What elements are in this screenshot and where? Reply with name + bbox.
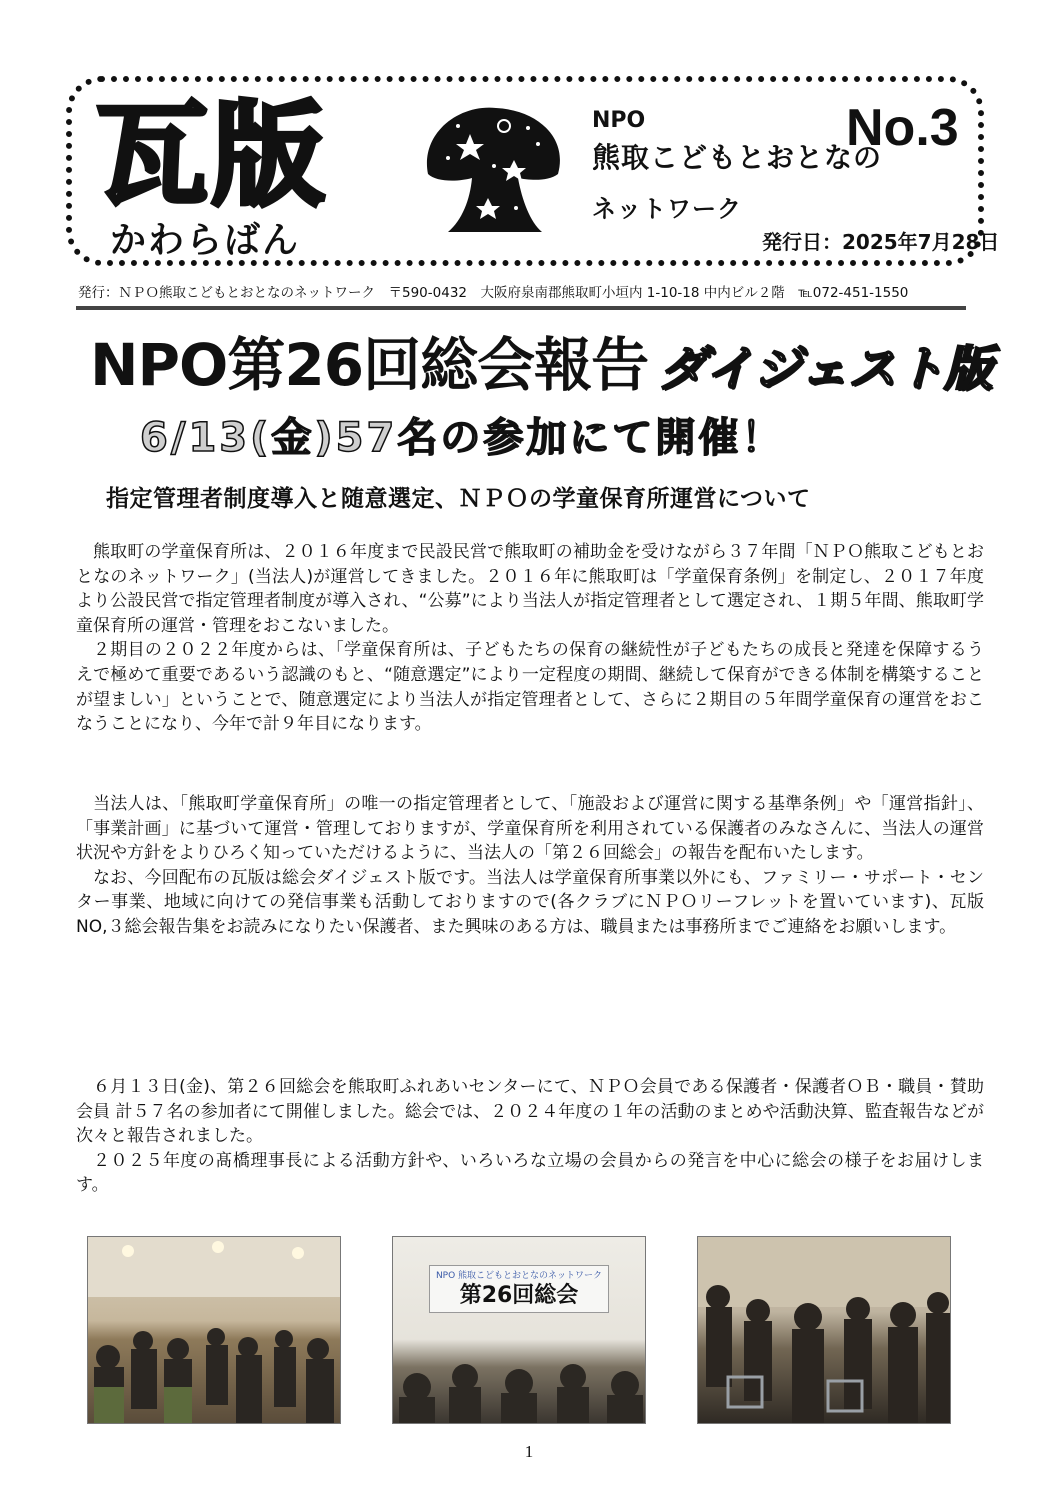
mushroom-star-logo-icon — [418, 104, 570, 236]
banner-title-text: 第26回総会 — [459, 1283, 579, 1308]
body-block-meeting — [76, 1075, 984, 1198]
photo-seated-members-illustration — [698, 1237, 951, 1424]
org-name-line1: 熊取こどもとおとなの — [592, 141, 883, 174]
issue-date: 発行日：2025年7月28日 — [762, 230, 1000, 254]
headline-title-main: NPO第26回総会報告 — [90, 331, 649, 399]
headline-subtitle: 6/13(金)57名の参加にて開催！ — [140, 415, 785, 461]
org-name-line2: ネットワーク — [592, 195, 742, 223]
paragraph: 熊取町の学童保育所は、２０１６年度まで民設民営で熊取町の補助金を受けながら３７年間「ＮＰＯ熊取こどもとおとなのネットワーク」(当法人)が運営してきました。２０１６年に熊取町は「学童保育条例」を制定し、２０１７年度より公設民営で指定管理者制度が導入され、“公募”により当法人が指定管理者として選定され、１期５年間、熊取町学童保育所の運営・管理をおこないました。 — [76, 542, 984, 636]
paragraph: ２期目の２０２２年度からは、「学童保育所は、子どもたちの保育の継続性が子どもたちの成長と発達を保障するうえで極めて重要であるいう認識のもと、“随意選定”により一定程度の期間、継続して保育ができる体制を構築することが望ましい」ということで、随意選定により当法人が指定管理者として、さらに２期目の５年間学童保育の運営をおこなうことになり、今年で計９年目になります。 — [76, 640, 984, 735]
masthead-logo-text: 瓦版 — [96, 91, 328, 221]
section-heading: 指定管理者制度導入と随意選定、ＮＰＯの学童保育所運営について — [106, 486, 811, 512]
photo-meeting-hall-illustration — [88, 1237, 341, 1424]
divider — [76, 306, 966, 310]
photo-meeting-hall — [87, 1236, 341, 1424]
photo-meeting-banner — [392, 1236, 646, 1424]
masthead-logo-kana: かわらばん — [110, 220, 301, 261]
publisher-line: 発行：ＮＰＯ熊取こどもとおとなのネットワーク 〒590-0432 大阪府泉南郡熊取町小垣内 1-10-18 中内ビル２階 ℡072-451-1550 — [78, 285, 909, 301]
headline-title-suffix: ダイジェスト版 — [658, 341, 993, 397]
photo-seated-members — [697, 1236, 951, 1424]
paragraph: ２０２５年度の髙橋理事長による活動方針や、いろいろな立場の会員からの発言を中心に総会の様子をお届けします。 — [76, 1150, 984, 1196]
page-number: 1 — [524, 1442, 534, 1461]
masthead-logo — [96, 92, 396, 220]
body-block-notice — [76, 792, 984, 940]
headline-title — [90, 328, 993, 402]
paragraph: 当法人は、「熊取町学童保育所」の唯一の指定管理者として、「施設および運営に関する基準条例」や「運営指針」、「事業計画」に基づいて運営・管理しておりますが、学童保育所を利用されている保護者のみなさんに、当法人の運営状況や方針をよりひろく知っていただけるように、当法人の「第２６回総会」の報告を配布いたします。 — [76, 794, 984, 864]
banner-org-text: NPO 熊取こどもとおとなのネットワーク — [435, 1271, 603, 1281]
issue-number: No.3 — [846, 99, 959, 157]
npo-label: NPO — [592, 108, 646, 133]
body-block-intro — [76, 540, 984, 737]
paragraph: ６月１３日(金)、第２６回総会を熊取町ふれあいセンターにて、ＮＰＯ会員である保護者・保護者ＯＢ・職員・賛助会員 計５７名の参加者にて開催しました。総会では、２０２４年度の１年の活動のまとめや活動決算、監査報告などが次々と報告されました。 — [76, 1077, 984, 1147]
photo-audience-illustration — [393, 1237, 646, 1424]
paragraph: なお、今回配布の瓦版は総会ダイジェスト版です。当法人は学童保育所事業以外にも、ファミリー・サポート・センター事業、地域に向けての発信事業も活動しておりますので(各クラブにＮＰＯリーフレットを置いています)、瓦版 NO,３総会報告集をお読みになりたい保護者、また興味のある方は、職員または事務所までご連絡をお願いします。 — [76, 867, 984, 937]
